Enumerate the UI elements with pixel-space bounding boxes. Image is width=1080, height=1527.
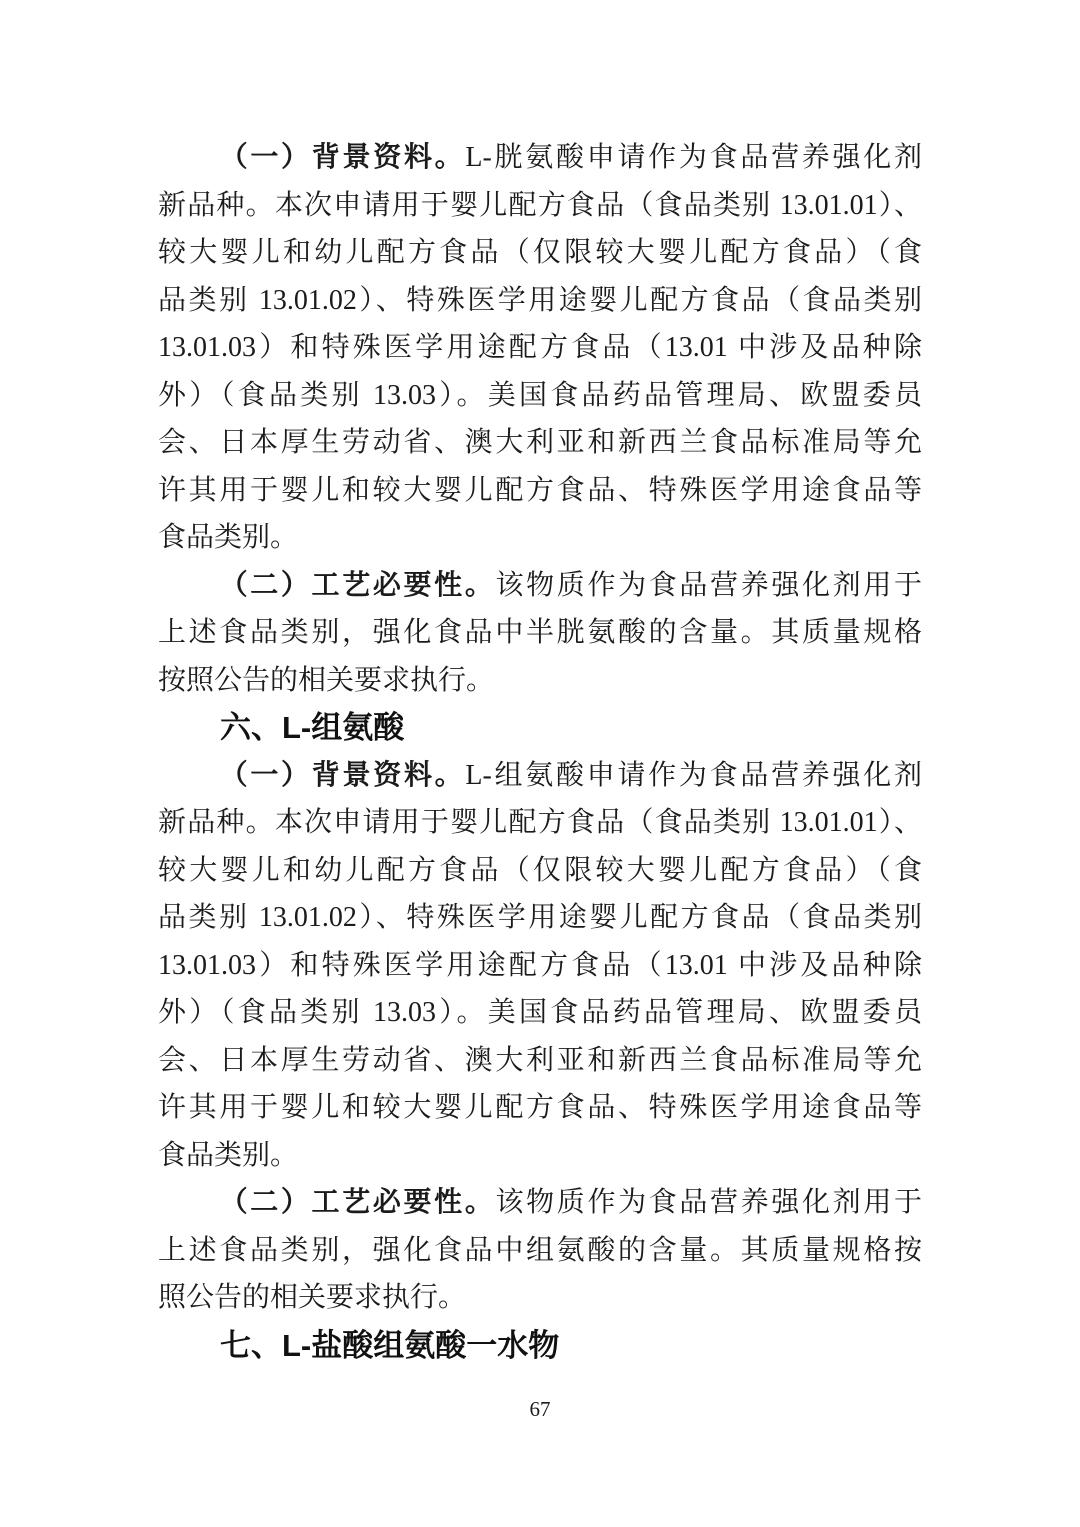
- document-text-block: [158, 134, 922, 1434]
- paragraph-line: 食品类别。: [158, 522, 299, 553]
- paragraph-line: [158, 1179, 922, 1227]
- paragraph-lead: （一）背景资料。: [219, 142, 466, 173]
- paragraph-line: 食品类别。: [158, 1139, 299, 1171]
- paragraph-line: 13.01.03）和特殊医学用途配方食品（13.01 中涉及品种除: [158, 949, 922, 981]
- paragraph-line: 会、日本厚生劳动省、澳大利亚和新西兰食品标准局等允: [158, 427, 922, 458]
- paragraph-line: [158, 562, 922, 610]
- paragraph-line: 较大婴儿和幼儿配方食品（仅限较大婴儿配方食品）（食: [158, 854, 922, 886]
- paragraph-line: 外）（食品类别 13.03）。美国食品药品管理局、欧盟委员: [158, 997, 922, 1028]
- paragraph-lead: （一）背景资料。: [219, 759, 466, 791]
- line-text: 该物质作为食品营养强化剂用于: [495, 569, 922, 601]
- paragraph-line: 会、日本厚生劳动省、澳大利亚和新西兰食品标准局等允: [158, 1044, 922, 1076]
- paragraph-line: 许其用于婴儿和较大婴儿配方食品、特殊医学用途食品等: [158, 474, 922, 506]
- paragraph-line: 上述食品类别，强化食品中组氨酸的含量。其质量规格按: [158, 1234, 922, 1266]
- paragraph-line: 上述食品类别，强化食品中半胱氨酸的含量。其质量规格: [158, 617, 922, 648]
- paragraph-line: 品类别 13.01.02）、特殊医学用途婴儿配方食品（食品类别: [158, 902, 922, 933]
- paragraph-lead: （二）工艺必要性。: [219, 569, 496, 601]
- line-text: L-组氨酸申请作为食品营养强化剂: [465, 759, 922, 791]
- paragraph-line: 按照公告的相关要求执行。: [158, 664, 495, 696]
- page-number: 67: [529, 1397, 551, 1421]
- paragraph-line: 照公告的相关要求执行。: [158, 1282, 467, 1313]
- paragraph-lead: （二）工艺必要性。: [219, 1187, 496, 1218]
- paragraph-line: 外）（食品类别 13.03）。美国食品药品管理局、欧盟委员: [158, 379, 922, 411]
- paragraph-line: 许其用于婴儿和较大婴儿配方食品、特殊医学用途食品等: [158, 1092, 922, 1123]
- line-text: L-胱氨酸申请作为食品营养强化剂: [465, 142, 922, 173]
- paragraph-line: 品类别 13.01.02）、特殊医学用途婴儿配方食品（食品类别: [158, 284, 922, 316]
- paragraph-line: 较大婴儿和幼儿配方食品（仅限较大婴儿配方食品）（食: [158, 237, 922, 268]
- paragraph-line: 13.01.03）和特殊医学用途配方食品（13.01 中涉及品种除: [158, 332, 922, 363]
- paragraph-line: 新品种。本次申请用于婴儿配方食品（食品类别 13.01.01）、: [158, 189, 922, 221]
- section-heading-7: 七、L-盐酸组氨酸一水物: [220, 1327, 560, 1363]
- paragraph-line: [158, 752, 922, 800]
- line-text: 该物质作为食品营养强化剂用于: [495, 1187, 922, 1218]
- section-heading-6: 六、L-组氨酸: [220, 710, 405, 745]
- paragraph-line: 新品种。本次申请用于婴儿配方食品（食品类别 13.01.01）、: [158, 807, 922, 838]
- paragraph-line: [158, 134, 922, 182]
